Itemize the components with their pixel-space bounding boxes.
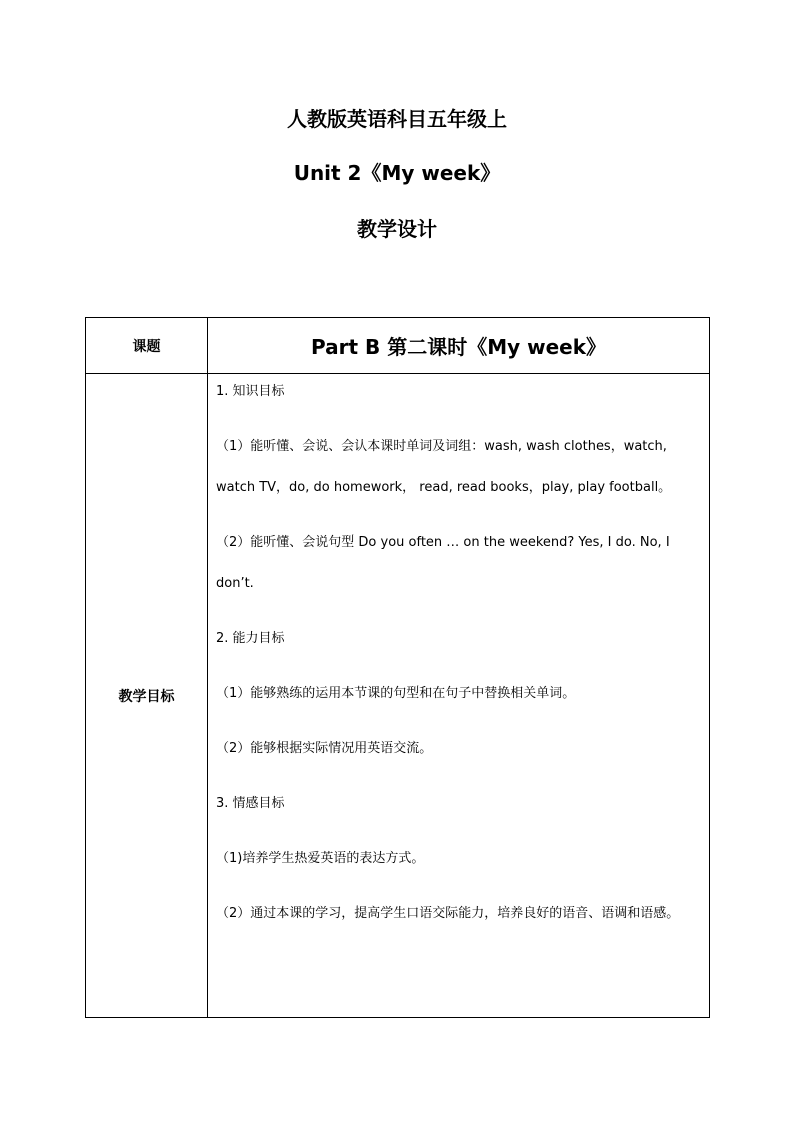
knowledge-heading: 1. 知识目标 [216,384,285,399]
ability-item-1: （1）能够熟练的运用本节课的句型和在句子中替换相关单词。 [216,686,576,701]
unit-title: Unit 2《My week》 [293,161,501,185]
emotion-item-1: （1)培养学生热爱英语的表达方式。 [216,851,425,866]
topic-row [86,318,710,374]
goals-label: 教学目标 [86,374,208,1018]
knowledge-item-1a: （1）能听懂、会说、会认本课时单词及词组：wash, wash clothes，watch, [216,439,667,454]
design-title: 教学设计 [357,217,437,241]
topic-value: Part B 第二课时《My week》 [208,318,710,374]
emotion-heading: 3. 情感目标 [216,796,285,811]
goals-row [86,374,710,1018]
emotion-item-2: （2）通过本课的学习，提高学生口语交际能力，培养良好的语音、语调和语感。 [216,906,680,921]
knowledge-item-1b: watch TV，do, do homework， read, read books，play, play football。 [216,480,672,495]
document-title: 人教版英语科目五年级上 [287,107,507,131]
ability-item-2: （2）能够根据实际情况用英语交流。 [216,741,433,756]
topic-label: 课题 [86,318,208,374]
ability-heading: 2. 能力目标 [216,631,285,646]
knowledge-item-2a: （2）能听懂、会说句型 Do you often … on the weekend? Yes, I do. No, I [216,535,670,550]
goals-content [208,374,710,1018]
knowledge-item-2b: don’t. [216,576,254,591]
lesson-plan-table [85,317,710,1018]
